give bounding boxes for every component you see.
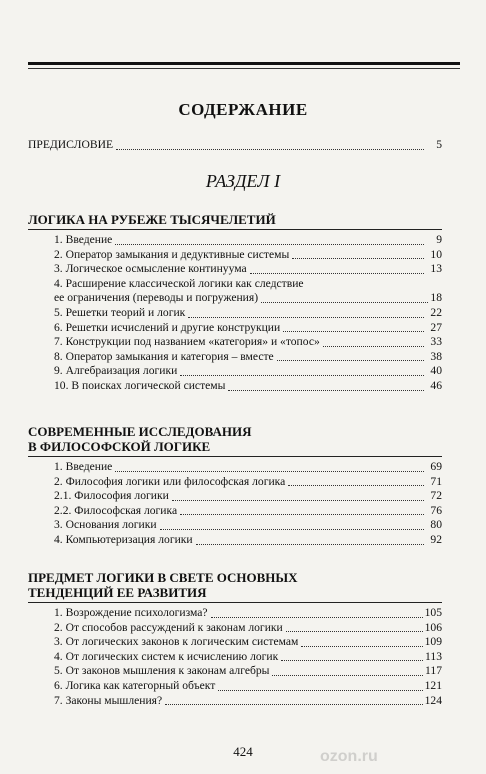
entry-label: 8. Оператор замыкания и категория – вместе xyxy=(54,349,274,363)
dot-leader xyxy=(196,544,424,545)
entry-page: 80 xyxy=(430,518,442,532)
entry-page: 22 xyxy=(430,305,442,319)
entry-label: 2.1. Философия логики xyxy=(54,489,169,503)
dot-leader xyxy=(286,631,423,632)
top-rule-thin xyxy=(28,68,460,69)
dot-leader xyxy=(228,390,424,391)
entry-page: 33 xyxy=(430,335,442,349)
dot-leader xyxy=(116,149,424,150)
top-rule-thick xyxy=(28,62,460,65)
toc-entry[interactable] xyxy=(28,504,442,519)
entry-page: 71 xyxy=(430,474,442,488)
toc-entry[interactable] xyxy=(28,262,442,277)
dot-leader xyxy=(172,500,424,501)
toc-entry[interactable] xyxy=(28,277,442,292)
entry-label: 7. Законы мышления? xyxy=(54,693,163,707)
section-title: ТЕНДЕНЦИЙ ЕЕ РАЗВИТИЯ xyxy=(28,585,207,600)
toc-entry[interactable] xyxy=(28,379,442,394)
entry-label: 5. Решетки теорий и логик xyxy=(54,305,186,319)
entry-page: 13 xyxy=(430,262,442,276)
entry-label: 6. Решетки исчислений и другие конструкции xyxy=(54,320,281,334)
toc-entry[interactable] xyxy=(28,350,442,365)
entry-page: 40 xyxy=(430,364,442,378)
section-underline xyxy=(28,229,442,230)
dot-leader xyxy=(218,690,422,691)
preface-page: 5 xyxy=(436,138,442,151)
entry-label: 2. Философия логики или философская логика xyxy=(54,474,286,488)
dot-leader xyxy=(323,346,424,347)
dot-leader xyxy=(292,258,424,259)
preface-entry[interactable] xyxy=(28,138,442,153)
dot-leader xyxy=(288,485,424,486)
section-underline xyxy=(28,456,442,457)
entry-label: 1. Введение xyxy=(54,233,113,246)
entry-page: 76 xyxy=(430,503,442,517)
entry-page: 121 xyxy=(424,678,442,692)
entry-page: 27 xyxy=(430,320,442,334)
section-title: В ФИЛОСОФСКОЙ ЛОГИКЕ xyxy=(28,439,211,454)
toc-entry[interactable] xyxy=(28,321,442,336)
entry-page: 124 xyxy=(424,693,442,707)
toc-entry[interactable] xyxy=(28,233,442,248)
entry-label: 4. Расширение классической логики как следствие xyxy=(54,276,304,290)
dot-leader xyxy=(211,617,423,618)
dot-leader xyxy=(180,514,424,515)
dot-leader xyxy=(250,273,424,274)
entry-page: 38 xyxy=(430,349,442,363)
section-title: СОВРЕМЕННЫЕ ИССЛЕДОВАНИЯ xyxy=(28,424,252,439)
toc-entry[interactable] xyxy=(28,475,442,490)
entry-label: 6. Логика как категорный объект xyxy=(54,678,216,692)
entry-label: 2. Оператор замыкания и дедуктивные системы xyxy=(54,247,290,261)
entry-page: 72 xyxy=(430,489,442,503)
part-heading: РАЗДЕЛ I xyxy=(205,171,281,191)
watermark: ozon.ru xyxy=(320,748,378,765)
toc-section xyxy=(28,570,442,708)
entry-label: 2. От способов рассуждений к законам логики xyxy=(54,620,283,634)
entry-label: 10. В поисках логической системы xyxy=(54,378,226,392)
section-title: ЛОГИКА НА РУБЕЖЕ ТЫСЯЧЕЛЕТИЙ xyxy=(28,212,276,227)
entry-page: 117 xyxy=(425,664,442,678)
toc-entry[interactable] xyxy=(28,489,442,504)
toc-entry[interactable] xyxy=(28,679,442,694)
toc-section xyxy=(28,212,442,394)
section-underline xyxy=(28,602,442,603)
entry-label: 1. Введение xyxy=(54,460,113,473)
dot-leader xyxy=(160,529,424,530)
entry-label: 4. От логических систем к исчислению логик xyxy=(54,649,279,663)
dot-leader xyxy=(283,331,424,332)
entry-page: 113 xyxy=(425,649,442,663)
entry-label: 5. От законов мышления к законам алгебры xyxy=(54,664,270,678)
dot-leader xyxy=(277,360,424,361)
toc-entry[interactable] xyxy=(28,248,442,263)
toc-entry[interactable] xyxy=(28,306,442,321)
page-number: 424 xyxy=(233,744,253,759)
toc-entry[interactable] xyxy=(28,533,442,548)
entry-page: 10 xyxy=(430,247,442,261)
dot-leader xyxy=(180,375,424,376)
toc-entry[interactable] xyxy=(28,635,442,650)
toc-entry[interactable] xyxy=(28,335,442,350)
dot-leader xyxy=(115,244,424,245)
entry-label: 1. Возрождение психологизма? xyxy=(54,606,208,619)
entry-page: 106 xyxy=(424,620,442,634)
toc-entry[interactable] xyxy=(28,606,442,621)
toc-section xyxy=(28,424,442,548)
dot-leader xyxy=(281,660,423,661)
entry-label: 9. Алгебраизация логики xyxy=(54,364,178,378)
entry-label: 4. Компьютеризация логики xyxy=(54,532,193,546)
dot-leader xyxy=(165,704,422,705)
toc-entry[interactable] xyxy=(28,664,442,679)
entry-page: 18 xyxy=(430,291,442,305)
toc-entry[interactable] xyxy=(28,621,442,636)
entry-page: 9 xyxy=(436,233,442,246)
entry-label: 7. Конструкции под названием «категория» и «топос» xyxy=(54,335,320,349)
dot-leader xyxy=(301,646,422,647)
entry-page: 46 xyxy=(430,378,442,392)
toc-entry[interactable] xyxy=(28,650,442,665)
entry-page: 105 xyxy=(424,606,442,619)
dot-leader xyxy=(261,302,428,303)
entry-page: 109 xyxy=(424,635,442,649)
toc-entry[interactable] xyxy=(28,364,442,379)
entry-label: 3. Логическое осмысление континуума xyxy=(54,262,247,276)
entry-label-continuation: ее ограничения (переводы и погружения) xyxy=(54,291,259,305)
toc-entry[interactable] xyxy=(28,460,442,475)
toc-entry[interactable] xyxy=(28,694,442,709)
toc-heading: СОДЕРЖАНИЕ xyxy=(178,100,308,119)
section-title: ПРЕДМЕТ ЛОГИКИ В СВЕТЕ ОСНОВНЫХ xyxy=(28,570,298,585)
entry-label: 3. Основания логики xyxy=(54,518,157,532)
dot-leader xyxy=(272,675,423,676)
entry-label: 2.2. Философская логика xyxy=(54,503,178,517)
dot-leader xyxy=(115,471,424,472)
entry-page: 69 xyxy=(430,460,442,473)
preface-label: ПРЕДИСЛОВИЕ xyxy=(28,138,114,151)
toc-entry[interactable] xyxy=(28,518,442,533)
entry-label: 3. От логических законов к логическим системам xyxy=(54,635,299,649)
entry-page: 92 xyxy=(430,532,442,546)
toc-entry-continuation[interactable] xyxy=(28,291,442,306)
dot-leader xyxy=(188,317,424,318)
